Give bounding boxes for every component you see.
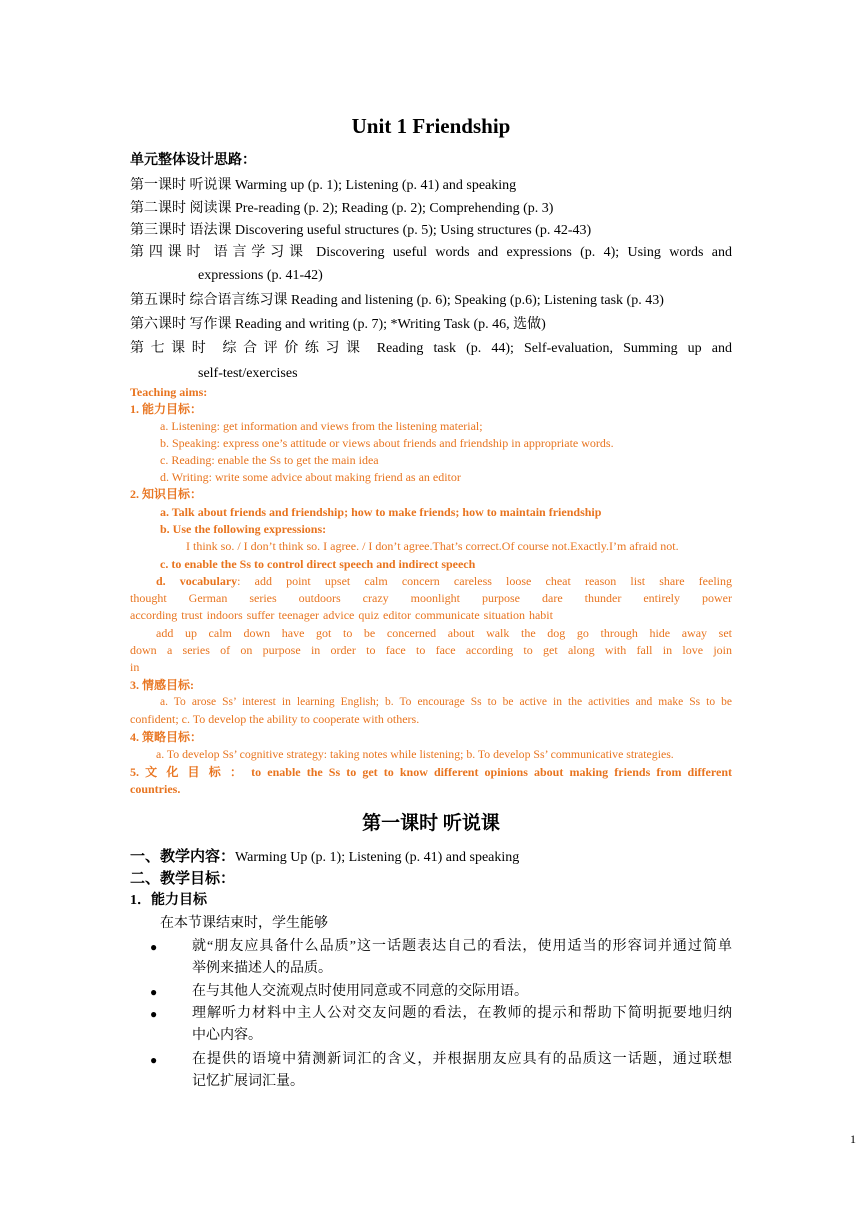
- aims-item: b. Use the following expressions:: [160, 522, 327, 536]
- aims-item: a. Talk about friends and friendship; how to make friends; how to maintain friendship: [160, 505, 602, 519]
- lesson-line-7: 第七课时 综合评价练习课 Reading task (p. 44); Self-evaluation, Summing up and: [130, 341, 732, 356]
- document-title: Unit 1 Friendship: [351, 114, 511, 138]
- lesson1-intro: 在本节课结束时，学生能够: [160, 916, 328, 931]
- design-heading: 单元整体设计思路：: [130, 153, 256, 168]
- lesson-line-5: 第五课时 综合语言练习课 Reading and listening (p. 6); Speaking (p.6); Listening task (p. 43): [130, 293, 664, 308]
- aims-section-5-cont: countries.: [130, 782, 181, 796]
- lesson-line-7-cont: self-test/exercises: [198, 366, 298, 381]
- ability-label: 1．能力目标: [130, 893, 207, 908]
- goal-item: 在提供的语境中猜测新词汇的含义，并根据朋友应具有的品质这一话题，通过联想: [192, 1052, 732, 1067]
- page-number: 1: [850, 1132, 856, 1146]
- aims-section-2: 2. 知识目标：: [130, 487, 203, 501]
- goal-item: 就“朋友应具备什么品质”这一话题表达自己的看法，使用适当的形容词并通过简单: [192, 939, 732, 954]
- goal-item-cont: 中心内容。: [192, 1028, 262, 1043]
- lesson-line-1: 第一课时 听说课 Warming up (p. 1); Listening (p. 41) and speaking: [130, 178, 517, 193]
- aims-item: c. Reading: enable the Ss to get the main idea: [160, 453, 379, 467]
- aims-item: c. to enable the Ss to control direct speech and indirect speech: [160, 557, 476, 571]
- vocabulary-line-3: according trust indoors suffer teenager advice quiz editor communicate situation habit: [130, 608, 553, 622]
- goal-item-cont: 记忆扩展词汇量。: [192, 1074, 304, 1089]
- aims-heading: Teaching aims:: [130, 385, 208, 399]
- aims-section-5: 5. 文 化 目 标 ： to enable the Ss to get to know different opinions about making friends from different: [130, 765, 732, 779]
- aims-section-1: 1. 能力目标：: [130, 402, 203, 416]
- vocabulary-line-2: thought German series outdoors crazy moonlight purpose dare thunder entirely power: [130, 591, 732, 605]
- vocabulary-line-4: add up calm down have got to be concerned about walk the dog go through hide away set: [156, 626, 732, 640]
- lesson-line-3: 第三课时 语法课 Discovering useful structures (p. 5); Using structures (p. 42-43): [130, 223, 592, 238]
- aims-item: a. Listening: get information and views from the listening material;: [160, 419, 483, 433]
- aims-item: d. Writing: write some advice about making friend as an editor: [160, 470, 461, 484]
- vocabulary-line-5: down a series of on purpose in order to face to face according to get along with fall in love join: [130, 643, 732, 657]
- aims-item: b. Speaking: express one’s attitude or views about friends and friendship in appropriate words.: [160, 436, 614, 450]
- bullet-dot-icon: ●: [150, 985, 158, 999]
- lesson-line-2: 第二课时 阅读课 Pre-reading (p. 2); Reading (p. 2); Comprehending (p. 3): [130, 201, 554, 216]
- aims-section-4: 4. 策略目标：: [130, 730, 203, 744]
- vocabulary-line-6: in: [130, 660, 140, 674]
- bullet-dot-icon: ●: [150, 1053, 158, 1067]
- lesson-line-6: 第六课时 写作课 Reading and writing (p. 7); *Writing Task (p. 46, 选做): [130, 317, 546, 332]
- bullet-dot-icon: ●: [150, 1007, 158, 1021]
- bullet-dot-icon: ●: [150, 940, 158, 954]
- lesson-line-4: 第四课时 语言学习课 Discovering useful words and expressions (p. 4); Using words and: [130, 245, 733, 260]
- aims-affective-1: a. To arose Ss’ interest in learning English; b. To encourage Ss to be active in the activities and make Ss to be: [160, 696, 732, 708]
- goal-item-cont: 举例来描述人的品质。: [192, 961, 332, 976]
- aims-section-3: 3. 情感目标:: [130, 678, 194, 692]
- vocabulary-line-1: d. vocabulary: add point upset calm concern careless loose cheat reason list share feeling: [156, 574, 732, 588]
- aims-affective-2: confident; c. To develop the ability to cooperate with others.: [130, 712, 420, 726]
- lesson1-goals-label: 二、教学目标：: [130, 871, 236, 887]
- lesson1-heading: 第一课时 听说课: [362, 813, 500, 834]
- aims-strategy: a. To develop Ss’ cognitive strategy: taking notes while listening; b. To develop Ss’ communicative strategies.: [156, 747, 674, 761]
- expressions-text: I think so. / I don’t think so. I agree. / I don’t agree.That’s correct.Of course not.Exactly.I’m afraid not.: [186, 539, 679, 553]
- goal-item: 在与其他人交流观点时使用同意或不同意的交际用语。: [192, 984, 528, 999]
- lesson-line-4-cont: expressions (p. 41-42): [198, 268, 323, 283]
- goal-item: 理解听力材料中主人公对交友问题的看法，在教师的提示和帮助下简明扼要地归纳: [192, 1006, 732, 1021]
- lesson1-content: 一、教学内容：Warming Up (p. 1); Listening (p. 41) and speaking: [130, 849, 520, 865]
